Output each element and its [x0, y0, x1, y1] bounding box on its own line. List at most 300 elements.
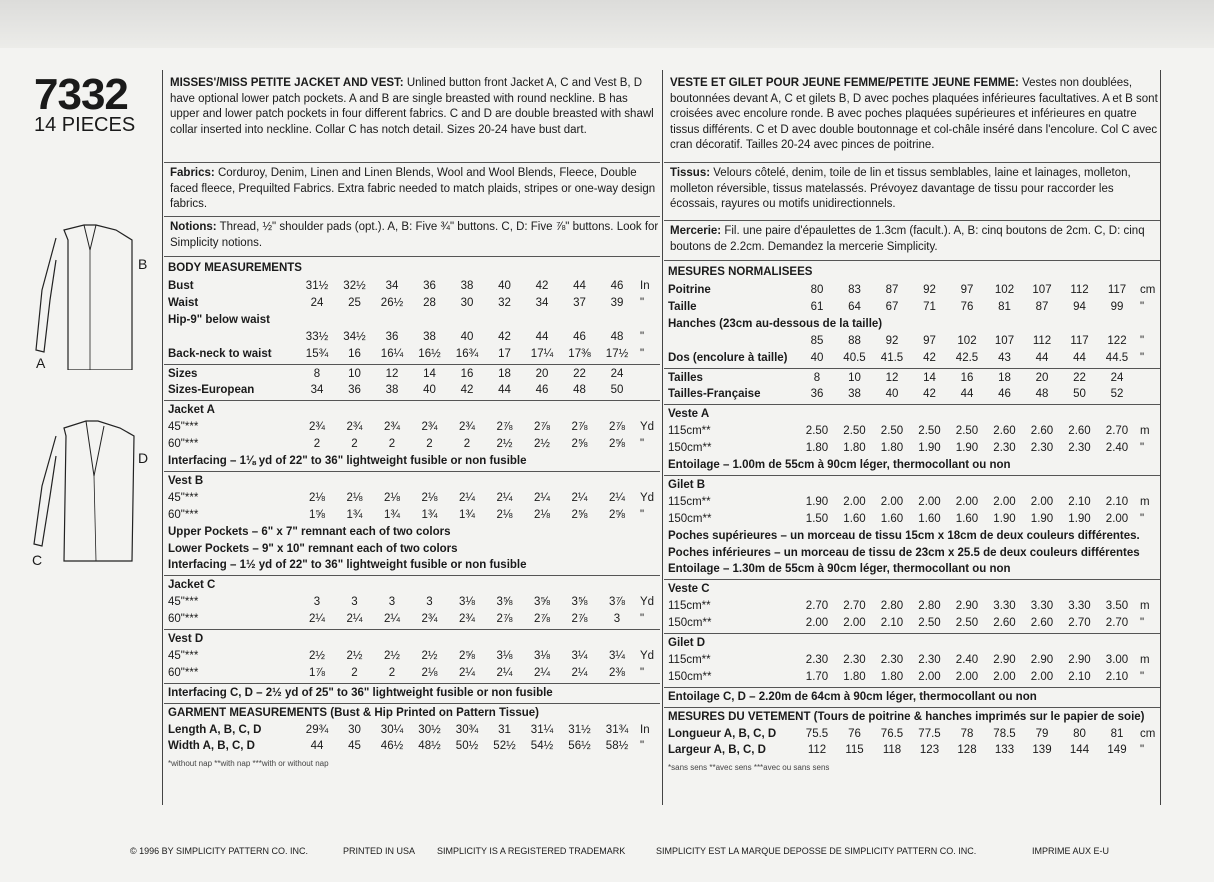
table-cell: 2.10 [1105, 670, 1129, 683]
table-cell: 2.60 [1030, 617, 1054, 630]
table-cell: 2.00 [918, 670, 941, 683]
table-cell: 16½ [418, 347, 441, 360]
table-cell: 1.80 [843, 442, 866, 455]
table-row [668, 370, 1160, 386]
table-row [668, 511, 1160, 527]
table-cell: 45 [348, 740, 361, 753]
table-cell: 2.30 [1030, 442, 1054, 455]
row-label: 115cm** [668, 653, 711, 666]
table-cell: 77.5 [918, 727, 941, 740]
table-cell: 78 [960, 727, 974, 740]
table-cell: 1⅝ [309, 508, 325, 521]
table-cell: 12 [385, 367, 399, 380]
table-cell: 2¼ [496, 491, 513, 504]
table-cell: 107 [1032, 284, 1052, 296]
table-cell: 1¾ [459, 508, 475, 521]
table-cell: 1.90 [918, 442, 941, 455]
footer [0, 846, 1214, 866]
table-cell: 2 [426, 438, 433, 451]
table-cell: 34 [535, 296, 549, 309]
unit-label: cm [1140, 284, 1156, 296]
table-cell: 2.50 [805, 425, 829, 438]
table-row [668, 333, 1160, 349]
table-cell: 16 [460, 367, 474, 380]
unit-label: " [1140, 617, 1145, 630]
table-cell: 139 [1032, 744, 1052, 757]
table-cell: 2 [313, 438, 321, 451]
table-cell: 2 [463, 438, 471, 451]
table-cell: 2¼ [309, 613, 325, 626]
table-cell: 112 [1032, 334, 1052, 347]
table-cell: 3.50 [1105, 600, 1129, 613]
row-label: Waist [168, 296, 199, 309]
row-label: 150cm** [668, 670, 712, 683]
row-label: Poitrine [668, 284, 711, 296]
table-cell: 1.60 [843, 512, 866, 525]
table-cell: 2.60 [993, 425, 1016, 438]
table-cell: 2⅛ [496, 508, 513, 521]
table-cell: 29¾ [305, 723, 329, 736]
table-cell: 1.90 [993, 512, 1016, 525]
table-cell: 2.80 [880, 600, 904, 613]
unit-label: " [1140, 512, 1145, 525]
table-row [168, 631, 660, 647]
table-cell: 123 [919, 744, 940, 757]
table-cell: 2.50 [955, 425, 979, 438]
english-column [164, 70, 664, 800]
table-cell: 48 [573, 384, 586, 397]
table-row [168, 594, 660, 610]
table-row [168, 402, 660, 418]
row-label: Interfacing – 1½ yd of 22" to 36" lightweight fusible or non fusible [168, 559, 527, 572]
table-cell: 2 [388, 438, 396, 451]
table-cell: 18 [998, 371, 1011, 384]
table-cell: 3⅝ [571, 596, 588, 609]
table-cell: 1.60 [955, 512, 979, 525]
unit-label: " [1140, 300, 1145, 313]
table-cell: 46 [998, 388, 1011, 401]
section-rule [164, 216, 660, 217]
row-label: Length A, B, C, D [168, 723, 262, 736]
section-rule [164, 629, 660, 630]
table-cell: 25 [348, 296, 361, 309]
table-cell: 31 [498, 723, 511, 736]
unit-label: " [640, 347, 645, 360]
unit-label: Yd [640, 491, 655, 504]
notions-text-en: Thread, ½" shoulder pads (opt.). A, B: Five ¾" buttons. C, D: Five ⅞" buttons. Look for Simplicity notions. [170, 221, 659, 249]
table-cell: 2.00 [880, 495, 904, 508]
section-rule [664, 220, 1160, 221]
body-title-en: BODY MEASUREMENTS [168, 262, 302, 274]
table-cell: 2.00 [1030, 495, 1054, 508]
table-cell: 38 [385, 384, 399, 397]
table-cell: 40.5 [843, 351, 866, 364]
table-cell: 61 [810, 300, 824, 313]
description-title-fr: VESTE ET GILET POUR JEUNE FEMME/PETITE JEUNE FEMME: [670, 77, 1019, 89]
row-label: 150cm** [668, 442, 712, 455]
unit-label: Yd [640, 649, 655, 662]
table-row [668, 386, 1160, 402]
table-cell: 2.00 [955, 670, 979, 683]
table-cell: 128 [957, 744, 977, 757]
table-cell: 17½ [605, 347, 629, 360]
table-cell: 2⅞ [496, 613, 513, 626]
table-cell: 2.30 [993, 442, 1016, 455]
table-cell: 2.40 [1105, 442, 1129, 455]
unit-label: " [1140, 670, 1145, 683]
table-row [668, 406, 1160, 422]
table-cell: 133 [994, 744, 1015, 757]
table-row [668, 299, 1160, 315]
description-en [170, 76, 660, 138]
table-cell: 2¾ [309, 421, 325, 434]
table-cell: 2.50 [955, 617, 979, 630]
table-cell: 14 [423, 367, 436, 380]
notions-text-fr: Fil. une paire d'épaulettes de 1.3cm (facult.). A, B: cinq boutons de 2cm. C, D: cinq boutons de 2.2cm. Demandez la mercerie Simplicity. [670, 225, 1145, 253]
table-cell: 2¼ [571, 666, 588, 679]
section-rule [664, 404, 1160, 405]
table-cell: 8 [813, 371, 821, 384]
table-cell: 48 [610, 330, 624, 343]
table-cell: 3 [426, 596, 433, 609]
table-cell: 3⅝ [496, 596, 513, 609]
table-cell: 32½ [343, 280, 366, 292]
table-cell: 2½ [309, 649, 325, 662]
table-row [168, 705, 660, 721]
table-cell: 2⅝ [459, 649, 475, 662]
table-cell: 92 [923, 284, 936, 296]
table-row [668, 615, 1160, 631]
table-cell: 3⅞ [609, 596, 625, 609]
table-cell: 52 [1110, 388, 1124, 401]
table-cell: 2.10 [1105, 495, 1129, 508]
table-cell: 34 [385, 280, 399, 292]
row-label: 115cm** [668, 600, 711, 613]
table-cell: 20 [1035, 371, 1049, 384]
table-cell: 2.50 [918, 425, 941, 438]
table-cell: 2⅞ [571, 421, 588, 434]
table-cell: 78.5 [993, 727, 1016, 740]
table-cell: 30¾ [455, 723, 479, 736]
row-label: 150cm** [668, 617, 712, 630]
table-cell: 36 [348, 384, 361, 397]
table-row [668, 350, 1160, 366]
table-cell: 2.60 [1030, 425, 1054, 438]
notions-fr [670, 224, 1160, 255]
table-cell: 1¾ [346, 508, 363, 521]
table-cell: 41.5 [880, 351, 904, 364]
table-cell: 1¾ [421, 508, 438, 521]
row-label: Hanches (23cm au-dessous de la taille) [668, 317, 883, 330]
table-cell: 44 [1035, 351, 1049, 364]
fabrics-en [170, 166, 660, 213]
table-cell: 48 [1035, 388, 1049, 401]
row-label: Sizes [168, 367, 198, 380]
row-label: 60"*** [168, 666, 199, 679]
row-label: Sizes-European [168, 384, 255, 397]
table-row [168, 295, 660, 311]
table-cell: 97 [960, 284, 974, 296]
section-rule [664, 633, 1160, 634]
table-cell: 30¼ [380, 723, 404, 736]
table-cell: 43 [998, 351, 1011, 364]
table-cell: 46 [573, 330, 586, 343]
table-cell: 38 [460, 280, 474, 292]
table-cell: 40 [423, 384, 436, 397]
table-cell: 67 [885, 300, 899, 313]
table-cell: 17 [498, 347, 511, 360]
left-panel [20, 60, 160, 800]
table-cell: 2.70 [1105, 617, 1129, 630]
table-cell: 40 [885, 388, 899, 401]
unit-label: cm [1140, 727, 1156, 740]
unit-label: " [640, 508, 645, 521]
table-cell: 50½ [455, 740, 479, 753]
row-label: Veste C [668, 583, 710, 596]
table-cell: 3 [313, 596, 321, 609]
section-rule [664, 260, 1160, 261]
table-row [668, 528, 1160, 544]
table-cell: 2¼ [459, 666, 475, 679]
table-row [168, 722, 660, 738]
table-cell: 40 [460, 330, 474, 343]
table-cell: 1¾ [384, 508, 400, 521]
table-row [168, 453, 660, 469]
table-row [168, 685, 660, 701]
table-cell: 44 [960, 388, 974, 401]
table-cell: 33½ [305, 330, 329, 343]
table-cell: 3.30 [993, 600, 1016, 613]
row-label: 45"*** [168, 421, 199, 434]
unit-label: m [1140, 425, 1150, 438]
table-cell: 2⅛ [421, 666, 438, 679]
table-cell: 16¾ [455, 347, 479, 360]
table-cell: 50 [1073, 388, 1086, 401]
unit-label: " [640, 740, 645, 753]
table-cell: 24 [310, 296, 324, 309]
table-cell: 42.5 [955, 351, 979, 364]
row-label: Entoilage – 1.00m de 55cm à 90cm léger, thermocollant ou non [668, 459, 1011, 471]
row-label: Tailles [668, 371, 703, 384]
row-label: 45"*** [168, 596, 199, 609]
table-cell: 1.90 [1030, 512, 1054, 525]
table-cell: 2.00 [993, 495, 1016, 508]
table-row [668, 440, 1160, 456]
table-cell: 2.70 [1068, 617, 1091, 630]
table-cell: 99 [1110, 300, 1124, 313]
table-cell: 36 [810, 388, 824, 401]
section-rule [664, 687, 1160, 688]
table-cell: 3 [351, 596, 358, 609]
table-cell: 2½ [346, 649, 363, 662]
row-label: Interfacing – 1⅛ yd of 22" to 36" lightweight fusible or non fusible [168, 455, 527, 467]
table-cell: 15¾ [305, 347, 329, 360]
table-cell: 2⅝ [609, 508, 625, 521]
table-row [168, 738, 660, 754]
table-cell: 87 [1035, 300, 1049, 313]
row-label: Width A, B, C, D [168, 740, 255, 753]
table-cell: 2.90 [1030, 653, 1054, 666]
row-label: Largeur A, B, C, D [668, 744, 766, 757]
table-cell: 2 [388, 666, 396, 679]
table-cell: 3⅝ [534, 596, 550, 609]
fabrics-label-en: Fabrics: [170, 167, 215, 179]
line-drawing-jacket-a [20, 220, 60, 370]
table-cell: 22 [1073, 371, 1086, 384]
table-cell: 42 [923, 388, 936, 401]
fabrics-text-fr: Velours côtelé, denim, toile de lin et tissus semblables, laine et lainages, molleton, molleton réversible, tissus matelassés. Prévoyez davantage de tissu pour raccorder les écossais, rayures ou motifs unidirectionnels. [670, 167, 1131, 210]
table-cell: 2½ [384, 649, 400, 662]
table-cell: 52½ [493, 740, 516, 753]
table-row [668, 545, 1160, 561]
table-cell: 2 [351, 666, 358, 679]
table-cell: 2.00 [918, 495, 941, 508]
notions-en [170, 220, 660, 251]
table-cell: 1.80 [880, 670, 904, 683]
table-cell: 94 [1073, 300, 1086, 313]
table-cell: 2⅛ [346, 491, 363, 504]
table-cell: 79 [1035, 727, 1049, 740]
unit-label: " [640, 438, 645, 451]
table-cell: 39 [610, 296, 624, 309]
table-cell: 3.00 [1105, 653, 1129, 666]
table-cell: 2¾ [459, 421, 475, 434]
table-cell: 80 [810, 284, 824, 296]
table-cell: 46 [610, 280, 624, 292]
table-row [168, 665, 660, 681]
paper-crease [0, 0, 1214, 48]
table-cell: 18 [498, 367, 511, 380]
row-label: MESURES DU VETEMENT (Tours de poitrine & hanches imprimés sur le papier de soie) [668, 710, 1145, 723]
table-cell: 2.10 [880, 617, 904, 630]
table-cell: 64 [848, 300, 861, 313]
table-cell: 2¾ [384, 421, 400, 434]
section-rule [164, 364, 660, 365]
table-cell: 2⅛ [309, 491, 325, 504]
table-cell: 81 [998, 300, 1011, 313]
table-cell: 3 [613, 613, 621, 626]
unit-label: Yd [640, 421, 655, 434]
table-cell: 2.60 [993, 617, 1016, 630]
table-cell: 34½ [343, 330, 366, 343]
table-cell: 2¾ [421, 421, 438, 434]
section-rule [664, 368, 1160, 369]
table-cell: 1.90 [805, 495, 829, 508]
section-rule [164, 400, 660, 401]
table-cell: 2.70 [805, 600, 829, 613]
line-drawing-jacket-c [20, 416, 60, 566]
table-cell: 44 [573, 280, 586, 292]
table-cell: 2¼ [609, 491, 625, 504]
table-cell: 2⅞ [609, 421, 625, 434]
table-cell: 2¼ [534, 491, 550, 504]
table-cell: 34 [310, 384, 324, 397]
table-cell: 1.90 [955, 442, 979, 455]
table-cell: 71 [923, 300, 936, 313]
description-text-fr: Vestes non doublées, boutonnées devant A, C et gilets B, D avec poches plaquées inférieures facultatives. A et B sont croisées avec encolure ronde. B avec poches plaquées supérieures et inférieures en quatre tissus différents. C et D avec double boutonnage et col-châle inséré dans l'encolure. Col C avec cran décoratif. Tailles 20-24 avec pinces de poitrine. [670, 77, 1158, 151]
table-cell: 58½ [605, 740, 629, 753]
table-cell: 36 [423, 280, 436, 292]
table-cell: 3⅛ [534, 649, 550, 662]
row-label: 60"*** [168, 508, 199, 521]
table-row [168, 541, 660, 557]
table-cell: 85 [810, 334, 824, 347]
table-cell: 54½ [530, 740, 554, 753]
table-cell: 28 [423, 296, 436, 309]
table-cell: 8 [313, 367, 321, 380]
table-cell: 3⅛ [496, 649, 513, 662]
table-cell: 1.90 [1068, 512, 1091, 525]
table-cell: 38 [423, 330, 436, 343]
table-cell: 2.50 [918, 617, 941, 630]
table-cell: 37 [573, 296, 586, 309]
row-label: Interfacing C, D – 2½ yd of 25" to 36" lightweight fusible or non fusible [168, 686, 553, 699]
table-row [668, 598, 1160, 614]
row-label: Jacket A [168, 404, 215, 417]
table-cell: 48½ [418, 740, 441, 753]
table-cell: 24 [610, 367, 624, 380]
table-cell: 20 [535, 367, 549, 380]
table-row [668, 282, 1160, 298]
table-cell: 122 [1107, 334, 1127, 347]
table-cell: 16¼ [380, 347, 404, 360]
table-cell: 14 [923, 371, 936, 384]
table-cell: 40 [810, 351, 824, 364]
fabrics-text-en: Corduroy, Denim, Linen and Linen Blends, Wool and Wool Blends, Fleece, Double faced fleece, Prequilted Fabrics. Extra fabric needed to match plaids, stripes or one-way design fabrics. [170, 167, 656, 210]
unit-label: " [1140, 442, 1145, 455]
row-label: Poches inférieures – un morceau de tissu de 23cm x 25.5 de deux couleurs différentes [668, 546, 1140, 559]
table-cell: 117 [1070, 334, 1089, 347]
table-cell: 50 [610, 384, 624, 397]
table-cell: 112 [1070, 284, 1089, 296]
table-row [168, 490, 660, 506]
table-cell: 2.10 [1068, 495, 1091, 508]
table-cell: 1.60 [918, 512, 941, 525]
row-label: 60"*** [168, 438, 199, 451]
description-title-en: MISSES'/MISS PETITE JACKET AND VEST: [170, 77, 404, 89]
table-row [168, 436, 660, 452]
table-cell: 3⅛ [459, 596, 475, 609]
row-label: Vest B [168, 474, 204, 487]
table-cell: 1.80 [880, 442, 904, 455]
table-row [668, 635, 1160, 651]
table-cell: 31½ [568, 723, 591, 736]
table-cell: 2.00 [1030, 670, 1054, 683]
row-label: 150cm** [668, 512, 712, 525]
row-label: Gilet B [668, 478, 706, 491]
row-label: Dos (encolure à taille) [668, 351, 788, 364]
table-cell: 2¼ [384, 613, 400, 626]
table-cell: 112 [807, 744, 827, 757]
table-row [668, 494, 1160, 510]
row-label: 115cm** [668, 425, 711, 438]
table-row [668, 709, 1160, 725]
table-row [668, 726, 1160, 742]
table-cell: 3¼ [609, 649, 625, 662]
section-rule [164, 683, 660, 684]
table-cell: 1.80 [805, 442, 829, 455]
table-cell: 1.80 [843, 670, 866, 683]
unit-label: " [640, 613, 645, 626]
table-cell: 56½ [568, 740, 591, 753]
table-row [168, 557, 660, 573]
table-cell: 2.90 [1068, 653, 1091, 666]
table-cell: 2¼ [571, 491, 588, 504]
view-letter-c: C [32, 552, 43, 568]
table-cell: 42 [535, 280, 549, 292]
table-row [668, 689, 1160, 705]
table-row [668, 742, 1160, 758]
